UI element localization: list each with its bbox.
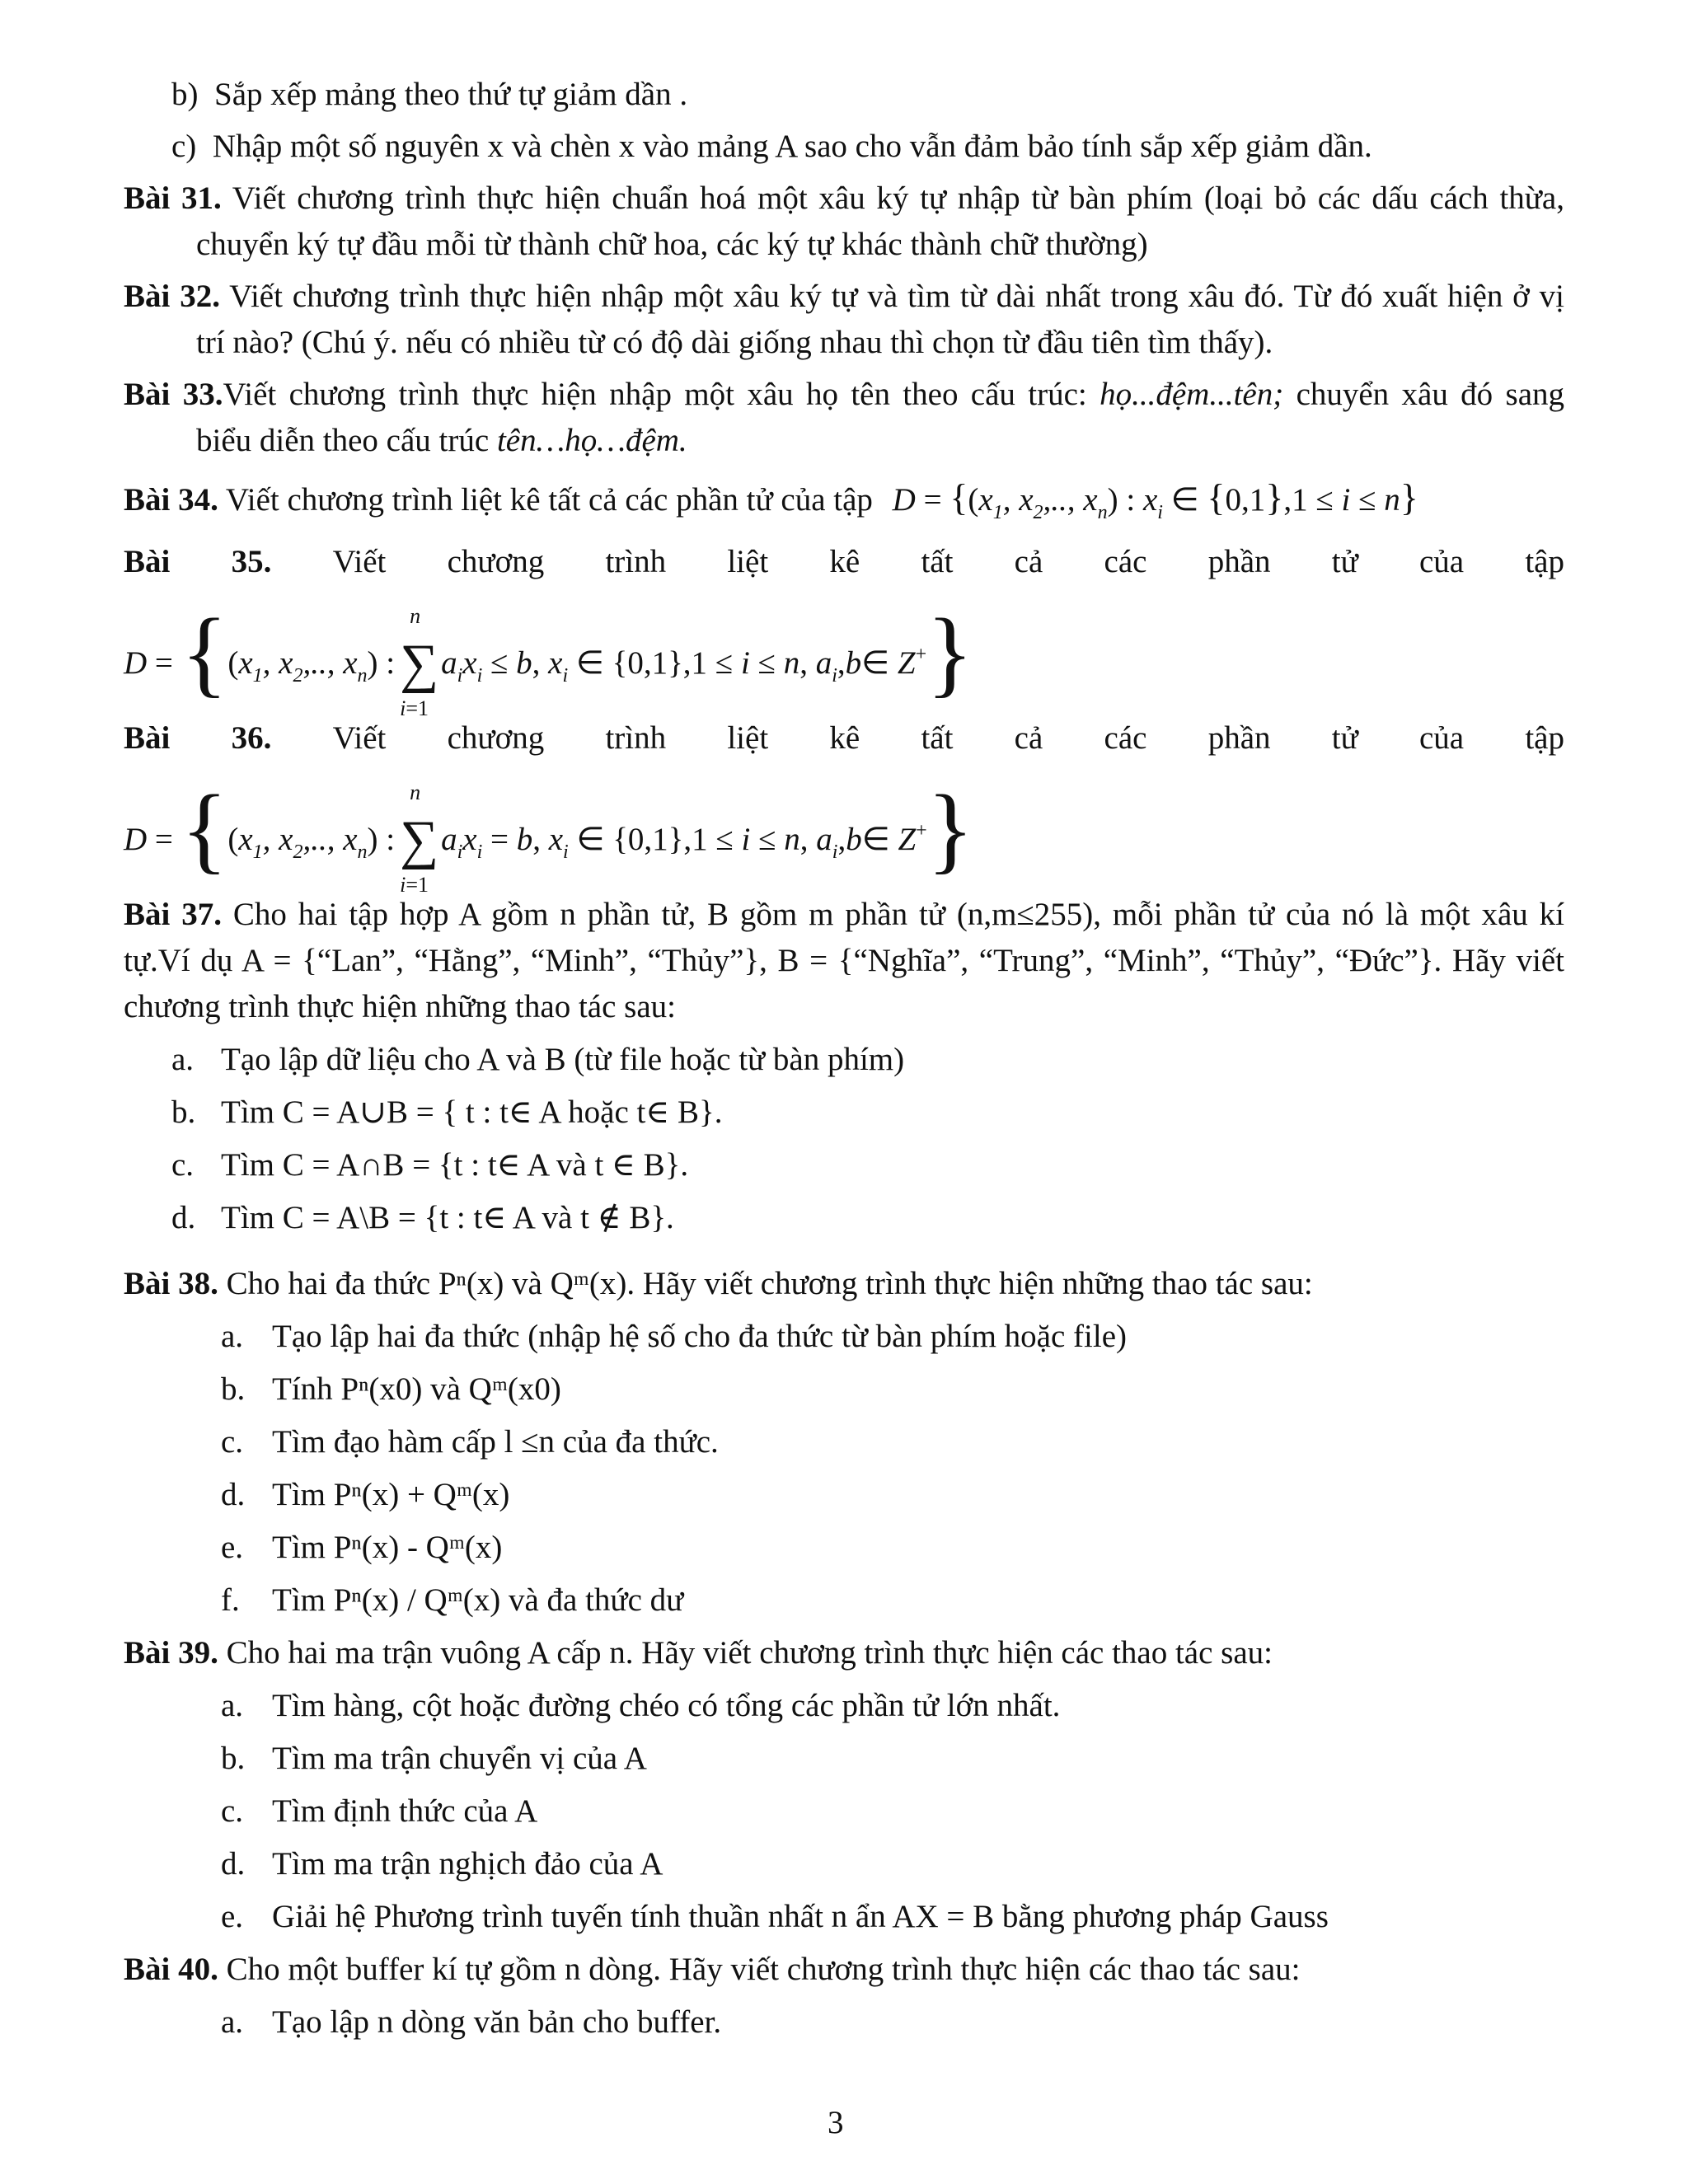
- exercise-label: Bài 33.: [124, 377, 223, 412]
- list-item: b. Tính Pⁿ(x0) và Qᵐ(x0): [221, 1371, 561, 1407]
- list-item: f. Tìm Pⁿ(x) / Qᵐ(x) và đa thức dư: [221, 1582, 684, 1618]
- sum-constraint-formula-eq: $D = \{(x_1$, $x_2$,.., $x_n$) : n ∑ i=1 $a_ix_i = b$, $x_i$ ∈ {0,1},1 ≤ i ≤ n, $a_i,b\in$ Z+}: [124, 775, 974, 898]
- exercise-35: Bài 35. Viết chương trình liệt kê tất cả các phần tử của tập: [124, 544, 1564, 579]
- exercise-37-cont: chương trình thực hiện những thao tác sau:: [124, 989, 676, 1024]
- list-item: c) Nhập một số nguyên x và chèn x vào mảng A sao cho vẫn đảm bảo tính sắp xếp giảm dần.: [171, 129, 1372, 164]
- exercise-37-cont: tự.Ví dụ A = {“Lan”, “Hằng”, “Minh”, “Thủy”}, B = {“Nghĩa”, “Trung”, “Minh”, “Thủy”, “Đức”}. Hãy viết: [124, 943, 1564, 978]
- exercise-37: Bài 37. Cho hai tập hợp A gồm n phần tử, B gồm m phần tử (n,m≤255), mỗi phần tử của nó là một xâu kí: [124, 897, 1565, 932]
- list-item: a. Tạo lập dữ liệu cho A và B (từ file hoặc từ bàn phím): [171, 1042, 905, 1077]
- list-item: b) Sắp xếp mảng theo thứ tự giảm dần .: [171, 77, 688, 112]
- list-item: a. Tạo lập n dòng văn bản cho buffer.: [221, 2004, 722, 2040]
- list-item: c. Tìm C = A∩B = {t : t∈ A và t ∈ B}.: [171, 1147, 689, 1183]
- list-item: c. Tìm đạo hàm cấp l ≤n của đa thức.: [221, 1424, 719, 1460]
- exercise-label: Bài 40.: [124, 1952, 218, 1987]
- exercise-38: Bài 38. Cho hai đa thức Pⁿ(x) và Qᵐ(x). Hãy viết chương trình thực hiện những thao tác sau:: [124, 1266, 1313, 1301]
- list-item: b. Tìm ma trận chuyển vị của A: [221, 1741, 647, 1776]
- list-item: a. Tạo lập hai đa thức (nhập hệ số cho đa thức từ bàn phím hoặc file): [221, 1319, 1127, 1354]
- exercise-label: Bài 31.: [124, 180, 222, 216]
- exercise-32-cont: trí nào? (Chú ý. nếu có nhiều từ có độ dài giống nhau thì chọn từ đầu tiên tìm thấy).: [196, 325, 1273, 360]
- exercise-31: Bài 31. Viết chương trình thực hiện chuẩn hoá một xâu ký tự nhập từ bàn phím (loại bỏ các dấu cách thừa,: [124, 180, 1564, 216]
- exercise-32: Bài 32. Viết chương trình thực hiện nhập một xâu ký tự và tìm từ dài nhất trong xâu đó. Từ đó xuất hiện ở vị: [124, 279, 1564, 314]
- exercise-label: Bài 37.: [124, 897, 222, 932]
- list-item: e. Tìm Pⁿ(x) - Qᵐ(x): [221, 1530, 503, 1565]
- exercise-label: Bài 32.: [124, 279, 220, 314]
- page-number: 3: [828, 2105, 844, 2140]
- list-item: a. Tìm hàng, cột hoặc đường chéo có tổng các phần tử lớn nhất.: [221, 1688, 1061, 1723]
- list-item: e. Giải hệ Phương trình tuyến tính thuần nhất n ẩn AX = B bằng phương pháp Gauss: [221, 1899, 1329, 1934]
- list-item: c. Tìm định thức của A: [221, 1793, 538, 1829]
- exercise-label: Bài 38.: [124, 1266, 218, 1301]
- exercise-label: Bài 39.: [124, 1635, 218, 1671]
- exercise-36: Bài 36. Viết chương trình liệt kê tất cả các phần tử của tập: [124, 720, 1564, 756]
- exercise-34: Bài 34. Viết chương trình liệt kê tất cả các phần tử của tập $D = \{(x_1$, $x_2$,.., $x_n$) : $x_i$ ∈ {0,1},1 ≤ i ≤ n}: [124, 476, 1418, 523]
- exercise-33-cont: biểu diễn theo cấu trúc tên…họ…đệm.: [196, 423, 687, 458]
- list-item: b. Tìm C = A∪B = { t : t∈ A hoặc t∈ B}.: [171, 1094, 723, 1130]
- set-formula: $D = \{(x_1$, $x_2$,.., $x_n$) : $x_i$ ∈ {0,1},1 ≤ i ≤ n}: [892, 476, 1418, 523]
- exercise-40: Bài 40. Cho một buffer kí tự gồm n dòng. Hãy viết chương trình thực hiện các thao tác sau:: [124, 1952, 1301, 1987]
- exercise-33: Bài 33.Viết chương trình thực hiện nhập một xâu họ tên theo cấu trúc: họ...đệm...tên; chuyển xâu đó sang: [124, 377, 1565, 412]
- exercise-label: Bài 34.: [124, 482, 218, 518]
- exercise-39: Bài 39. Cho hai ma trận vuông A cấp n. Hãy viết chương trình thực hiện các thao tác sau:: [124, 1635, 1273, 1671]
- list-item: d. Tìm ma trận nghịch đảo của A: [221, 1846, 663, 1882]
- sum-constraint-formula-le: $D = \{(x_1$, $x_2$,.., $x_n$) : n ∑ i=1 $a_ix_i \le b$, $x_i$ ∈ {0,1},1 ≤ i ≤ n, $a_i,b\in$ Z+}: [124, 598, 973, 721]
- list-item: d. Tìm Pⁿ(x) + Qᵐ(x): [221, 1477, 510, 1512]
- exercise-31-cont: chuyển ký tự đầu mỗi từ thành chữ hoa, các ký tự khác thành chữ thường): [196, 227, 1148, 262]
- list-item: d. Tìm C = A\B = {t : t∈ A và t ∉ B}.: [171, 1200, 674, 1235]
